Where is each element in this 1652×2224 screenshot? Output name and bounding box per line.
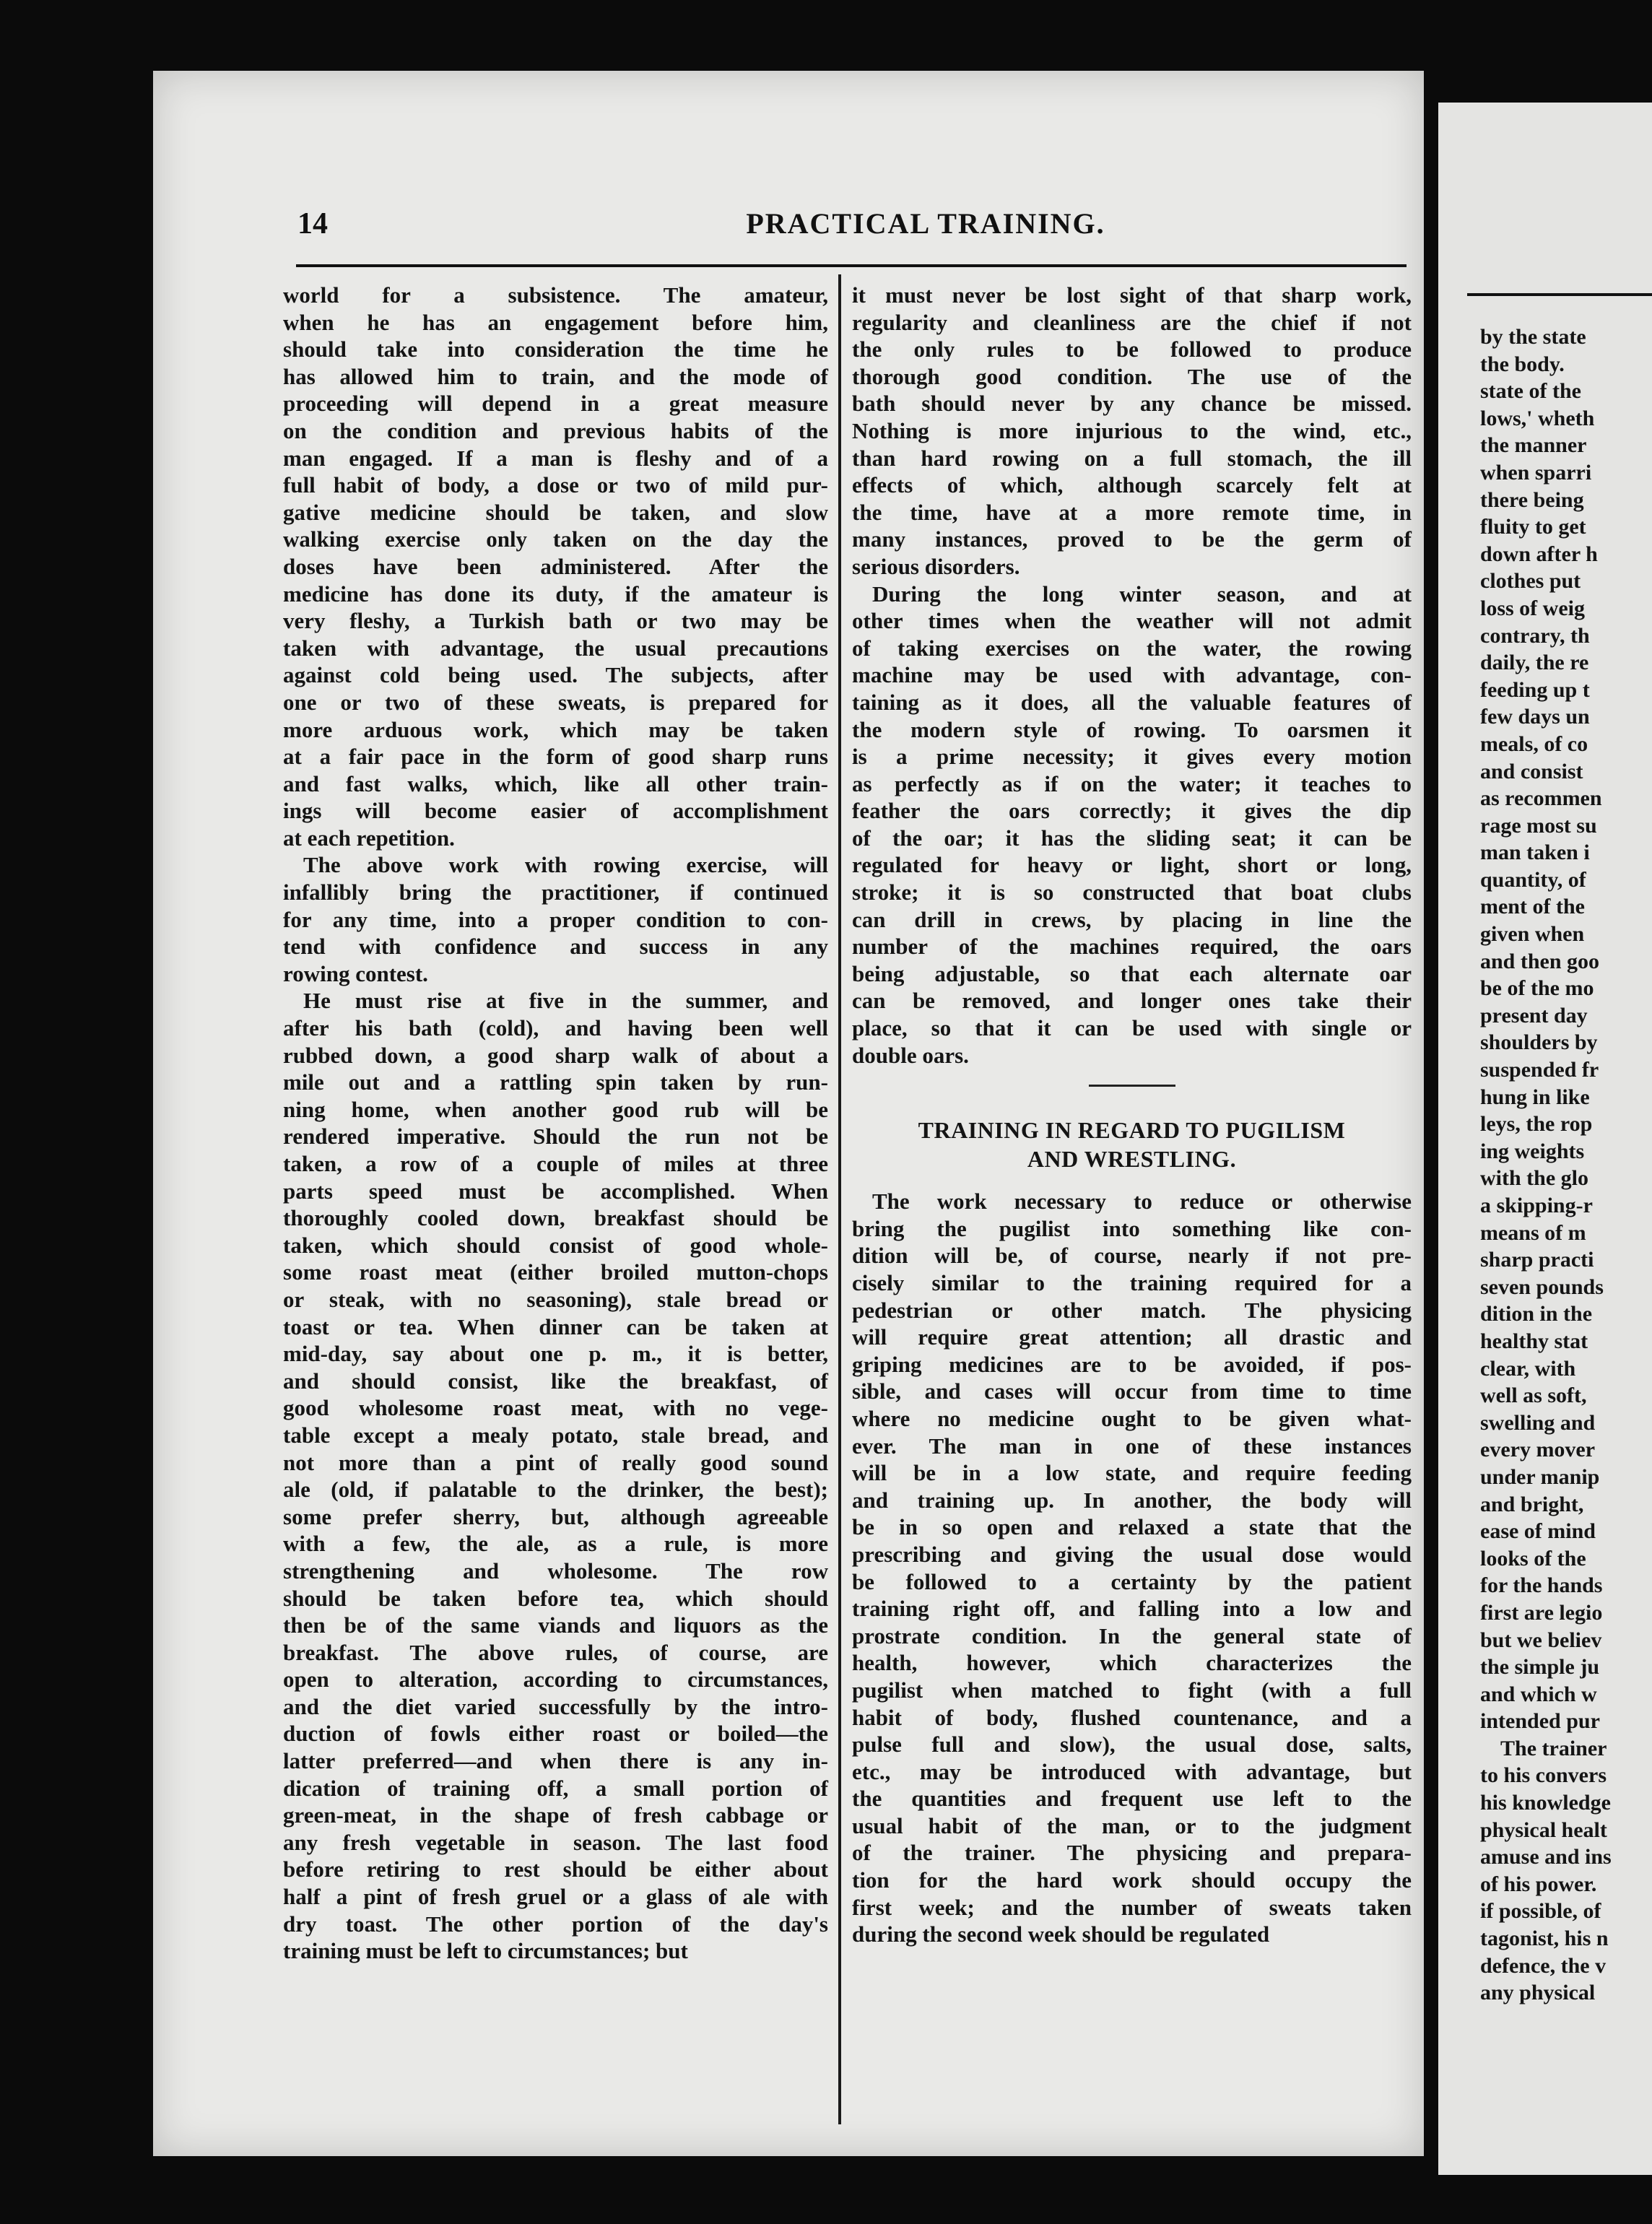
text-line: loss of weig	[1480, 596, 1585, 620]
text-line: can drill in crews, by placing in line the	[852, 906, 1412, 932]
section-heading	[852, 1116, 1412, 1173]
text-line: prostrate condition. In the general state of	[852, 1623, 1412, 1649]
text-line: with the glo	[1480, 1166, 1588, 1191]
text-line: of the trainer. The physicing and prepara-	[852, 1840, 1412, 1866]
text-line: thoroughly cooled down, breakfast should be	[283, 1205, 828, 1231]
text-line: dition will be, of course, nearly if not pre-	[852, 1243, 1412, 1269]
header-rule	[296, 264, 1407, 267]
text-line: any fresh vegetable in season. The last food	[283, 1829, 828, 1855]
text-line: infallibly bring the practitioner, if continued	[283, 879, 828, 905]
text-line: of his power.	[1480, 1872, 1597, 1896]
column-divider	[838, 274, 841, 2124]
text-line: feeding up t	[1480, 677, 1590, 702]
text-line: proceeding will depend in a great measure	[283, 391, 828, 417]
text-line: and bright,	[1480, 1492, 1584, 1516]
text-line: when he has an engagement before him,	[283, 309, 828, 335]
text-line: very fleshy, a Turkish bath or two may be	[283, 608, 828, 634]
text-line: stroke; it is so constructed that boat clubs	[852, 879, 1412, 905]
left-column	[283, 282, 828, 1965]
text-line: looks of the	[1480, 1546, 1586, 1571]
text-line: and fast walks, which, like all other train-	[283, 770, 828, 796]
adjacent-page-rule	[1467, 293, 1652, 296]
text-line: clothes put	[1480, 569, 1581, 594]
text-line: more arduous work, which may be taken	[283, 716, 828, 742]
text-line: rendered imperative. Should the run not be	[283, 1124, 828, 1150]
text-line: fluity to get	[1480, 515, 1586, 539]
text-line: Nothing is more injurious to the wind, etc.,	[852, 417, 1412, 443]
text-line: his knowledge	[1480, 1791, 1611, 1815]
text-line: During the long winter season, and at	[872, 581, 1412, 607]
text-line: hung in like	[1480, 1085, 1590, 1109]
right-column	[852, 282, 1412, 1948]
text-line: lows,' wheth	[1480, 406, 1595, 430]
text-line: cisely similar to the training required for a	[852, 1270, 1412, 1295]
text-line: health, however, which characterizes the	[852, 1650, 1412, 1676]
text-line: and which w	[1480, 1682, 1597, 1706]
text-line: griping medicines are to be avoided, if pos-	[852, 1351, 1412, 1377]
text-line: pedestrian or other match. The physicing	[852, 1297, 1412, 1323]
text-line: intended pur	[1480, 1709, 1600, 1734]
adjacent-page-text	[1480, 323, 1652, 2007]
section-heading-line-1: TRAINING IN REGARD TO PUGILISM	[918, 1117, 1346, 1144]
text-line: clear, with	[1480, 1356, 1576, 1381]
text-line: usual habit of the man, or to the judgment	[852, 1812, 1412, 1838]
text-line: of taking exercises on the water, the rowing	[852, 635, 1412, 661]
text-line: some roast meat (either broiled mutton-chops	[283, 1259, 828, 1285]
text-line: under manip	[1480, 1464, 1600, 1489]
text-line: ing weights	[1480, 1139, 1585, 1163]
page-number: 14	[297, 207, 328, 240]
section-heading-line-2: AND WRESTLING.	[1027, 1146, 1237, 1173]
text-line: for the hands	[1480, 1573, 1603, 1598]
text-line: serious disorders.	[852, 553, 1020, 579]
text-line: good wholesome roast meat, with no vege-	[283, 1395, 828, 1421]
text-line: tend with confidence and success in any	[283, 934, 828, 960]
text-line: for any time, into a proper condition to con-	[283, 906, 828, 932]
text-line: physical healt	[1480, 1817, 1607, 1842]
text-line: present day	[1480, 1003, 1588, 1028]
text-line: rage most su	[1480, 813, 1597, 838]
text-line: and should consist, like the breakfast, of	[283, 1368, 828, 1394]
text-line: be of the mo	[1480, 976, 1594, 1001]
text-line: taken, which should consist of good whole-	[283, 1232, 828, 1258]
text-line: not more than a pint of really good sound	[283, 1449, 828, 1475]
text-line: double oars.	[852, 1042, 969, 1068]
text-line: and consist	[1480, 759, 1583, 783]
text-line: other times when the weather will not admit	[852, 608, 1412, 634]
text-line: given when	[1480, 922, 1585, 947]
text-line: bath should never by any chance be missed.	[852, 391, 1412, 417]
text-line: mile out and a rattling spin taken by run-	[283, 1069, 828, 1095]
text-line: suspended fr	[1480, 1058, 1599, 1082]
text-line: first week; and the number of sweats taken	[852, 1894, 1412, 1920]
text-line: effects of which, although scarcely felt at	[852, 472, 1412, 498]
text-line: when sparri	[1480, 460, 1592, 485]
text-line: of the oar; it has the sliding seat; it can be	[852, 825, 1412, 851]
text-line: swelling and	[1480, 1410, 1596, 1435]
text-line: tagonist, his n	[1480, 1927, 1609, 1951]
text-line: regulated for heavy or light, short or long,	[852, 852, 1412, 878]
text-line: on the condition and previous habits of the	[283, 417, 828, 443]
text-line: strengthening and wholesome. The row	[283, 1558, 828, 1584]
text-line: dry toast. The other portion of the day's	[283, 1911, 828, 1937]
section-separator-rule	[1089, 1085, 1175, 1087]
text-line: number of the machines required, the oars	[852, 934, 1412, 960]
text-line: feather the oars correctly; it gives the dip	[852, 798, 1412, 824]
text-line: pugilist when matched to fight (with a full	[852, 1677, 1412, 1703]
text-line: ings will become easier of accomplishment	[283, 798, 828, 824]
text-line: regularity and cleanliness are the chief if not	[852, 309, 1412, 335]
text-line: the simple ju	[1480, 1655, 1599, 1680]
text-line: amuse and ins	[1480, 1845, 1612, 1869]
text-line: half a pint of fresh gruel or a glass of ale with	[283, 1884, 828, 1910]
text-line: He must rise at five in the summer, and	[303, 988, 828, 1014]
text-line: means of m	[1480, 1220, 1586, 1245]
text-line: doses have been administered. After the	[283, 553, 828, 579]
text-line: be followed to a certainty by the patient	[852, 1568, 1412, 1594]
text-line: rowing contest.	[283, 960, 428, 986]
text-line: every mover	[1480, 1438, 1596, 1462]
text-line: the time, have at a more remote time, in	[852, 499, 1412, 525]
text-line: many instances, proved to be the germ of	[852, 526, 1412, 552]
text-line: taken, a row of a couple of miles at three	[283, 1151, 828, 1176]
text-line: will require great attention; all drastic and	[852, 1324, 1412, 1350]
text-line: ale (old, if palatable to the drinker, the best);	[283, 1477, 828, 1503]
text-line: latter preferred—and when there is any in-	[283, 1748, 828, 1774]
text-line: world for a subsistence. The amateur,	[283, 282, 828, 308]
text-line: The work necessary to reduce or otherwise	[872, 1189, 1412, 1215]
text-line: medicine has done its duty, if the amateur is	[283, 581, 828, 607]
text-line: but we believ	[1480, 1628, 1602, 1652]
text-line: training right off, and falling into a low and	[852, 1596, 1412, 1622]
text-line: is a prime necessity; it gives every motion	[852, 744, 1412, 770]
text-line: be in so open and relaxed a state that the	[852, 1514, 1412, 1540]
text-line: a skipping-r	[1480, 1194, 1593, 1217]
text-line: sible, and cases will occur from time to time	[852, 1378, 1412, 1404]
text-line: dition in the	[1480, 1302, 1593, 1326]
text-line: well as soft,	[1480, 1384, 1587, 1408]
text-line: sharp practi	[1480, 1248, 1594, 1272]
text-line: habit of body, flushed countenance, and a	[852, 1704, 1412, 1730]
text-line: healthy stat	[1480, 1329, 1588, 1353]
running-head	[297, 207, 1424, 250]
text-line: then be of the same viands and liquors as the	[283, 1612, 828, 1638]
text-line: at each repetition.	[283, 825, 455, 851]
text-line: The trainer	[1500, 1736, 1607, 1760]
text-line: man taken i	[1480, 840, 1590, 865]
text-line: taining as it does, all the valuable features of	[852, 689, 1412, 715]
text-line: during the second week should be regulated	[852, 1921, 1270, 1947]
text-line: and training up. In another, the body will	[852, 1487, 1412, 1513]
text-line: if possible, of	[1480, 1899, 1601, 1924]
running-title: PRACTICAL TRAINING.	[746, 207, 1105, 240]
text-line: gative medicine should be taken, and slow	[283, 499, 828, 525]
text-line: toast or tea. When dinner can be taken at	[283, 1313, 828, 1339]
right-column-upper-text	[852, 282, 1412, 1069]
text-line: by the state	[1480, 325, 1586, 349]
text-line: can be removed, and longer ones take their	[852, 988, 1412, 1014]
text-line: to his convers	[1480, 1763, 1607, 1788]
text-line: before retiring to rest should be either about	[283, 1856, 828, 1882]
text-line: state of the	[1480, 379, 1581, 404]
text-line: ment of the	[1480, 895, 1585, 919]
text-line: meals, of co	[1480, 731, 1588, 756]
text-line: the modern style of rowing. To oarsmen it	[852, 716, 1412, 742]
text-line: and then goo	[1480, 949, 1600, 973]
text-line: tion for the hard work should occupy the	[852, 1867, 1412, 1893]
text-line: some prefer sherry, but, although agreeable	[283, 1503, 828, 1529]
text-line: down after h	[1480, 542, 1598, 566]
text-line: full habit of body, a dose or two of mild pur-	[283, 472, 828, 498]
text-line: or steak, with no seasoning), stale bread or	[283, 1286, 828, 1312]
text-line: few days un	[1480, 705, 1590, 729]
text-line: duction of fowls either roast or boiled—the	[283, 1721, 828, 1747]
text-line: The above work with rowing exercise, will	[303, 852, 828, 878]
text-line: etc., may be introduced with advantage, but	[852, 1758, 1412, 1784]
text-line: against cold being used. The subjects, after	[283, 662, 828, 688]
text-line: rubbed down, a good sharp walk of about a	[283, 1042, 828, 1068]
text-line: than hard rowing on a full stomach, the ill	[852, 445, 1412, 471]
text-line: the body.	[1480, 352, 1565, 376]
text-line: will be in a low state, and require feeding	[852, 1460, 1412, 1486]
text-line: it must never be lost sight of that sharp work,	[852, 282, 1412, 308]
text-line: after his bath (cold), and having been well	[283, 1015, 828, 1041]
text-line: should be taken before tea, which should	[283, 1585, 828, 1611]
text-line: and the diet varied successfully by the intro-	[283, 1693, 828, 1719]
text-line: table except a mealy potato, stale bread, and	[283, 1422, 828, 1448]
text-line: where no medicine ought to be given what-	[852, 1405, 1412, 1431]
text-line: breakfast. The above rules, of course, are	[283, 1639, 828, 1665]
text-line: ning home, when another good rub will be	[283, 1096, 828, 1122]
text-line: defence, the v	[1480, 1953, 1607, 1978]
text-line: prescribing and giving the usual dose would	[852, 1541, 1412, 1567]
text-line: should take into consideration the time he	[283, 336, 828, 362]
text-line: ease of mind	[1480, 1519, 1596, 1544]
text-line: open to alteration, according to circumstances,	[283, 1667, 828, 1693]
text-line: bring the pugilist into something like con-	[852, 1215, 1412, 1241]
text-line: pulse full and slow), the usual dose, salts,	[852, 1732, 1412, 1758]
adjacent-page-fragment	[1438, 103, 1652, 2175]
text-line: has allowed him to train, and the mode of	[283, 363, 828, 389]
text-line: place, so that it can be used with single or	[852, 1015, 1412, 1041]
text-line: training must be left to circumstances; but	[283, 1938, 688, 1964]
text-line: with a few, the ale, as a rule, is more	[283, 1531, 828, 1557]
text-line: machine may be used with advantage, con-	[852, 662, 1412, 688]
text-line: dication of training off, a small portion of	[283, 1775, 828, 1801]
text-line: at a fair pace in the form of good sharp runs	[283, 744, 828, 770]
text-line: the quantities and frequent use left to the	[852, 1786, 1412, 1812]
text-line: any physical	[1480, 1981, 1596, 2005]
text-line: parts speed must be accomplished. When	[283, 1178, 828, 1204]
text-line: the only rules to be followed to produce	[852, 336, 1412, 362]
text-line: first are legio	[1480, 1600, 1603, 1625]
text-line: seven pounds	[1480, 1274, 1604, 1299]
text-line: contrary, th	[1480, 623, 1590, 648]
text-line: daily, the re	[1480, 651, 1589, 675]
text-line: thorough good condition. The use of the	[852, 363, 1412, 389]
text-line: the manner	[1480, 433, 1587, 458]
text-line: green-meat, in the shape of fresh cabbage or	[283, 1802, 828, 1828]
text-line: mid-day, say about one p. m., it is better,	[283, 1341, 828, 1367]
text-line: man engaged. If a man is fleshy and of a	[283, 445, 828, 471]
text-line: shoulders by	[1480, 1030, 1598, 1055]
text-line: walking exercise only taken on the day the	[283, 526, 828, 552]
text-line: leys, the rop	[1480, 1112, 1593, 1137]
text-line: quantity, of	[1480, 867, 1586, 892]
text-line: being adjustable, so that each alternate oar	[852, 960, 1412, 986]
text-line: one or two of these sweats, is prepared for	[283, 689, 828, 715]
text-line: as perfectly as if on the water; it teaches to	[852, 770, 1412, 796]
right-column-lower-text	[852, 1188, 1412, 1948]
page-content	[153, 71, 1424, 2156]
text-line: as recommen	[1480, 786, 1602, 811]
text-line: taken with advantage, the usual precautions	[283, 635, 828, 661]
text-line: ever. The man in one of these instances	[852, 1433, 1412, 1459]
text-line: there being	[1480, 487, 1584, 512]
